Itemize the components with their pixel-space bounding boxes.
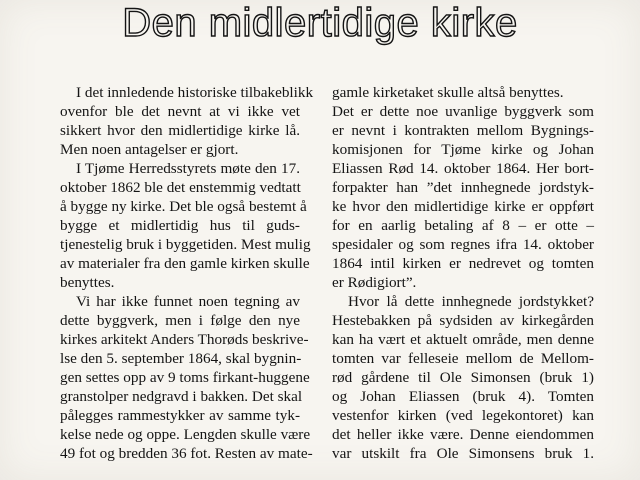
text-line: 1864 intil kirken er nedrevet og tomten	[332, 255, 594, 272]
text-line: ke hvor den midlertidige kirke er oppført	[332, 198, 594, 215]
text-line: Vi har ikke funnet noen tegning av	[76, 293, 300, 310]
text-line: og Johan Eliassen (bruk 4). Tomten	[332, 388, 594, 405]
right-text-column	[332, 83, 594, 463]
text-line: for en aarlig betaling af 8 – er otte –	[332, 217, 594, 234]
text-line: tomten var felleseie mellom de Mellom-	[332, 350, 594, 367]
text-line: tjenestelig bruk i byggetiden. Mest mulig	[60, 236, 311, 253]
text-line: Eliassen Rød 14. oktober 1864. Her bort-	[332, 160, 594, 177]
text-line: I det innledende historiske tilbakeblikk	[76, 84, 314, 101]
text-line: dette byggverk, men i følge den nye	[60, 312, 300, 329]
text-line: av materialer fra den gamle kirken skulle	[60, 255, 310, 272]
text-line: Hvor lå dette innhegnede jordstykket?	[348, 293, 594, 310]
text-line: granstolper nedgravd i bakken. Det skal	[60, 388, 303, 405]
text-line: sikkert hvor den midlertidige kirke lå.	[60, 122, 300, 139]
text-line: spesidaler og som regnes ifra 14. oktober	[332, 236, 594, 253]
left-text-column	[60, 83, 314, 463]
text-line: Men noen antagelser er gjort.	[60, 141, 239, 158]
text-line: lse den 5. september 1864, skal bygnin-	[60, 350, 302, 367]
text-line: oktober 1862 ble det enstemmig vedtatt	[60, 179, 301, 196]
text-line: gamle kirketaket skulle altså benyttes.	[332, 84, 564, 101]
text-line: 49 fot og bredden 36 fot. Resten av mate-	[60, 445, 313, 462]
text-line: pålegges rammestykker av samme tyk-	[60, 407, 300, 424]
text-line: det heller ikke være. Denne eiendommen	[332, 426, 594, 443]
text-line: forpakter han ”det innhegnede jordstyk-	[332, 179, 594, 196]
text-line: Hestebakken på sydsiden av kirkegården	[332, 312, 594, 329]
text-line: ovenfor ble det nevnt at vi ikke vet	[60, 103, 300, 120]
text-line: I Tjøme Herredsstyrets møte den 17.	[76, 160, 300, 177]
text-line: Det er dette noe uvanlige byggverk som	[332, 103, 594, 120]
text-line: bygge et midlertidig hus til guds-	[60, 217, 300, 234]
page-title: Den midlertidige kirke	[122, 0, 518, 45]
text-line: kan ha vært et aktuelt område, men denne	[332, 331, 594, 348]
text-line: er nevnt i kontrakten mellom Bygnings-	[332, 122, 594, 139]
text-line: er Rødigiort”.	[332, 274, 417, 291]
text-line: kirkes arkitekt Anders Thorøds beskrive-	[60, 331, 309, 348]
text-line: benyttes.	[60, 274, 115, 291]
text-line: rød gårdene til Ole Simonsen (bruk 1)	[332, 369, 594, 386]
text-line: var utskilt fra Ole Simonsens bruk 1.	[332, 445, 594, 462]
text-line: vestenfor kirken (ved legekontoret) kan	[332, 407, 594, 424]
text-line: gen settes opp av 9 toms firkant-huggene	[60, 369, 310, 386]
text-line: kelse nede og oppe. Lengden skulle være	[60, 426, 311, 443]
text-line: komisjonen for Tjøme kirke og Johan	[332, 141, 594, 158]
text-line: å bygge ny kirke. Det ble også bestemt å	[60, 198, 307, 215]
